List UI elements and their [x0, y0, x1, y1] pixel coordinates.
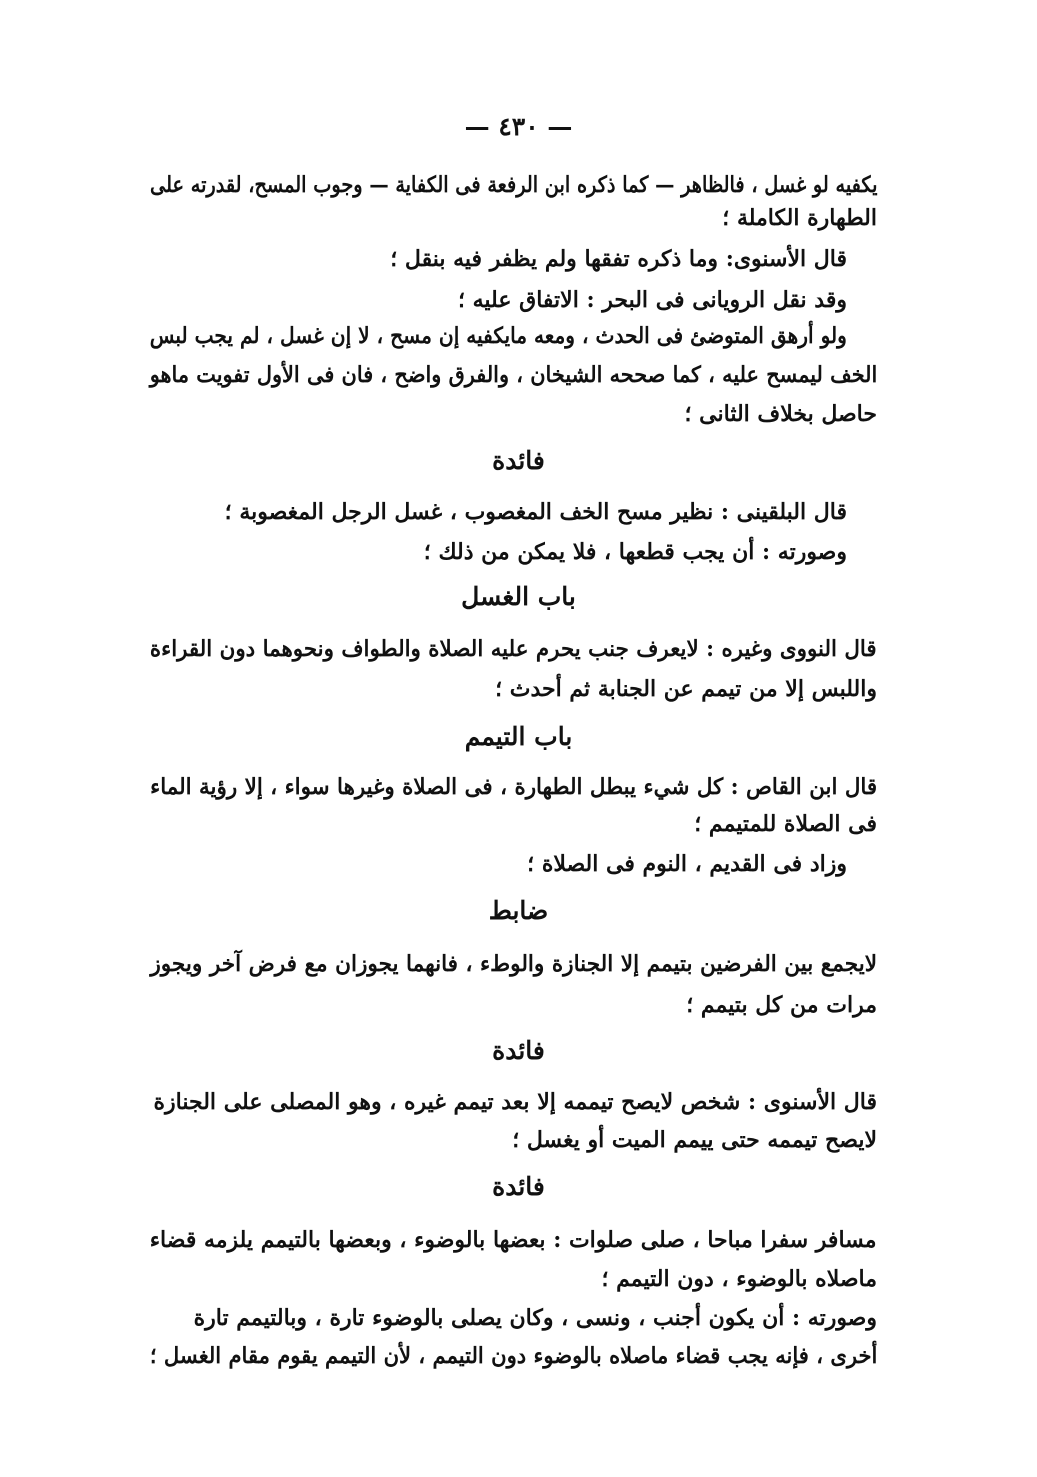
text-line: أخرى ، فإنه يجب قضاء ماصلاه بالوضوء دون التيمم ، لأن التيمم يقوم مقام الغسل ؛ [149, 1343, 877, 1369]
text-line: قال النووى وغيره : لايعرف جنب يحرم عليه الصلاة والطواف ونحوهما دون القراءة [150, 636, 877, 662]
text-line: الخف ليمسح عليه ، كما صححه الشيخان ، والفرق واضح ، فان فى الأول تفويت ماهو [149, 362, 877, 388]
text-line: ولو أرهق المتوضئ فى الحدث ، ومعه مايكفيه إن مسح ، لا إن غسل ، لم يجب لبس [149, 323, 847, 349]
text-line: وصورته : أن يكون أجنب ، ونسى ، وكان يصلى بالوضوء تارة ، وبالتيمم تارة [193, 1305, 877, 1331]
text-line: قال الأسنوى : شخص لايصح تيممه إلا بعد تيمم غيره ، وهو المصلى على الجنازة [153, 1089, 877, 1115]
text-line: واللبس إلا من تيمم عن الجنابة ثم أحدث ؛ [495, 676, 877, 702]
section-heading: فائدة [492, 1172, 545, 1201]
text-line: ماصلاه بالوضوء ، دون التيمم ؛ [601, 1266, 877, 1292]
section-heading: ضابط [488, 896, 549, 925]
text-line: فى الصلاة للمتيمم ؛ [694, 811, 877, 837]
section-heading: فائدة [492, 1036, 545, 1065]
text-line: لايجمع بين الفرضين بتيمم إلا الجنازة والوطء ، فانهما يجوزان مع فرض آخر ويجوز [150, 951, 877, 977]
text-line: لايصح تيممه حتى ييمم الميت أو يغسل ؛ [512, 1127, 877, 1153]
section-heading: باب التيمم [464, 722, 573, 751]
text-line: الطهارة الكاملة ؛ [722, 205, 877, 231]
text-line: قال ابن القاص : كل شيء يبطل الطهارة ، فى الصلاة وغيرها سواء ، إلا رؤية الماء [150, 774, 877, 800]
text-line: قال الأسنوى: وما ذكره تفقها ولم يظفر فيه بنقل ؛ [390, 246, 847, 272]
page-number: — ٤٣٠ — [464, 112, 573, 141]
text-line: وزاد فى القديم ، النوم فى الصلاة ؛ [527, 851, 847, 877]
text-line: حاصل بخلاف الثانى ؛ [684, 401, 877, 427]
text-line: وقد نقل الرويانى فى البحر : الاتفاق عليه ؛ [457, 287, 847, 313]
text-line: يكفيه لو غسل ، فالظاهر — كما ذكره ابن الرفعة فى الكفاية — وجوب المسح، لقدرته على [149, 172, 877, 198]
text-line: مسافر سفرا مباحا ، صلى صلوات : بعضها بالوضوء ، وبعضها بالتيمم يلزمه قضاء [150, 1227, 877, 1253]
section-heading: باب الغسل [461, 582, 576, 611]
text-line: مرات من كل بتيمم ؛ [686, 992, 877, 1018]
text-line: قال البلقينى : نظير مسح الخف المغصوب ، غسل الرجل المغصوبة ؛ [224, 499, 847, 525]
section-heading: فائدة [492, 446, 545, 475]
text-line: وصورته : أن يجب قطعها ، فلا يمكن من ذلك ؛ [423, 539, 847, 565]
